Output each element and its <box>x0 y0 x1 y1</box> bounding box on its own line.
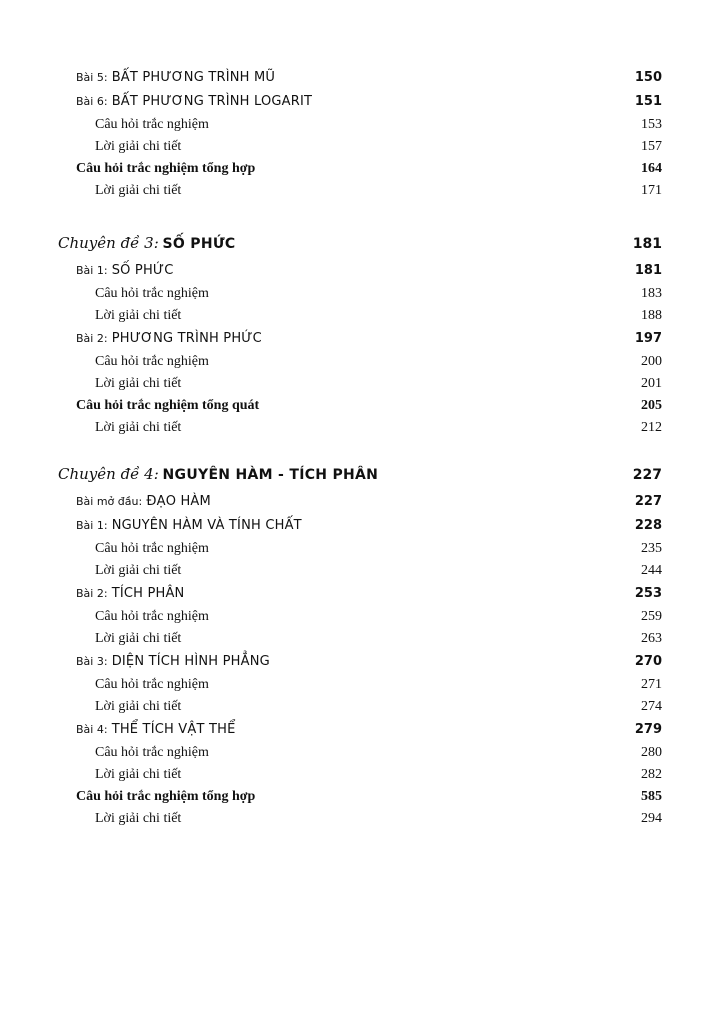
entry-prefix: Bài 3: <box>76 655 108 668</box>
entry-prefix: Bài 5: <box>76 71 108 84</box>
entry-title: Lời giải chi tiết <box>95 420 182 435</box>
toc-entry-sub[interactable] <box>95 183 662 203</box>
toc-entry-summary[interactable] <box>76 789 662 809</box>
entry-title: PHƯƠNG TRÌNH PHỨC <box>111 331 262 346</box>
toc-entry-lesson[interactable] <box>76 263 662 283</box>
entry-prefix: Bài 2: <box>76 587 108 600</box>
toc-entry-sub[interactable] <box>95 308 662 328</box>
entry-title: NGUYÊN HÀM VÀ TÍNH CHẤT <box>111 518 302 533</box>
entry-prefix: Bài 2: <box>76 332 108 345</box>
toc-entry-lesson[interactable] <box>76 94 662 114</box>
entry-page: 171 <box>641 183 662 198</box>
entry-page: 201 <box>641 376 662 391</box>
entry-title: Câu hỏi trắc nghiệm <box>95 354 209 369</box>
entry-prefix: Bài 6: <box>76 95 108 108</box>
entry-page: 200 <box>641 354 662 369</box>
chapter-title: NGUYÊN HÀM - TÍCH PHÂN <box>162 467 379 483</box>
toc-entry-sub[interactable] <box>95 354 662 374</box>
entry-page: 280 <box>641 745 662 760</box>
entry-page: 271 <box>641 677 662 692</box>
entry-page: 150 <box>634 70 662 85</box>
entry-page: 188 <box>641 308 662 323</box>
entry-page: 227 <box>634 494 662 509</box>
entry-title: Lời giải chi tiết <box>95 811 182 826</box>
toc-entry-sub[interactable] <box>95 376 662 396</box>
entry-title: Câu hỏi trắc nghiệm <box>95 745 209 760</box>
entry-title: Câu hỏi trắc nghiệm <box>95 286 209 301</box>
entry-title: ĐẠO HÀM <box>146 494 211 509</box>
entry-page: 151 <box>634 94 662 109</box>
entry-title: BẤT PHƯƠNG TRÌNH LOGARIT <box>111 94 313 109</box>
chapter-prefix: Chuyên đề 3: <box>58 234 159 252</box>
entry-page: 228 <box>634 518 662 533</box>
entry-title: Câu hỏi trắc nghiệm <box>95 609 209 624</box>
entry-page: 259 <box>641 609 662 624</box>
entry-prefix: Bài mở đầu: <box>76 495 143 508</box>
toc-entry-sub[interactable] <box>95 117 662 137</box>
entry-title: Lời giải chi tiết <box>95 308 182 323</box>
toc-entry-sub[interactable] <box>95 677 662 697</box>
entry-title: Câu hỏi trắc nghiệm <box>95 117 209 132</box>
entry-page: 585 <box>641 789 662 804</box>
entry-title: THỂ TÍCH VẬT THỂ <box>111 722 236 737</box>
entry-title: Lời giải chi tiết <box>95 139 182 154</box>
entry-title: SỐ PHỨC <box>111 263 174 278</box>
entry-prefix: Bài 1: <box>76 519 108 532</box>
entry-page: 274 <box>641 699 662 714</box>
entry-page: 253 <box>634 586 662 601</box>
entry-title: BẤT PHƯƠNG TRÌNH MŨ <box>111 70 276 85</box>
toc-entry-sub[interactable] <box>95 767 662 787</box>
toc-entry-summary[interactable] <box>76 398 662 418</box>
entry-page: 282 <box>641 767 662 782</box>
entry-page: 263 <box>641 631 662 646</box>
entry-title: Câu hỏi trắc nghiệm <box>95 541 209 556</box>
entry-title: DIỆN TÍCH HÌNH PHẲNG <box>111 654 270 669</box>
entry-title: TÍCH PHÂN <box>111 586 185 601</box>
toc-entry-lesson[interactable] <box>76 494 662 514</box>
chapter-prefix: Chuyên đề 4: <box>58 465 159 483</box>
chapter-title: SỐ PHỨC <box>162 236 236 252</box>
entry-page: 183 <box>641 286 662 301</box>
toc-chapter-4[interactable] <box>58 465 662 489</box>
entry-page: 294 <box>641 811 662 826</box>
entry-page: 164 <box>641 161 662 176</box>
chapter-page: 181 <box>632 236 662 252</box>
entry-page: 157 <box>641 139 662 154</box>
toc-entry-sub[interactable] <box>95 699 662 719</box>
entry-title: Lời giải chi tiết <box>95 376 182 391</box>
toc-entry-lesson[interactable] <box>76 70 662 90</box>
entry-page: 197 <box>634 331 662 346</box>
toc-entry-lesson[interactable] <box>76 518 662 538</box>
entry-page: 244 <box>641 563 662 578</box>
toc-entry-sub[interactable] <box>95 609 662 629</box>
entry-title: Lời giải chi tiết <box>95 767 182 782</box>
toc-entry-lesson[interactable] <box>76 586 662 606</box>
entry-page: 181 <box>634 263 662 278</box>
toc-entry-sub[interactable] <box>95 745 662 765</box>
entry-title: Lời giải chi tiết <box>95 183 182 198</box>
toc-entry-sub[interactable] <box>95 139 662 159</box>
entry-page: 279 <box>634 722 662 737</box>
entry-title: Câu hỏi trắc nghiệm tổng quát <box>76 398 260 413</box>
chapter-page: 227 <box>632 467 662 483</box>
toc-entry-sub[interactable] <box>95 811 662 831</box>
entry-title: Câu hỏi trắc nghiệm <box>95 677 209 692</box>
entry-prefix: Bài 1: <box>76 264 108 277</box>
toc-entry-sub[interactable] <box>95 563 662 583</box>
toc-entry-lesson[interactable] <box>76 722 662 742</box>
toc-entry-lesson[interactable] <box>76 654 662 674</box>
entry-page: 270 <box>634 654 662 669</box>
entry-page: 205 <box>641 398 662 413</box>
entry-page: 212 <box>641 420 662 435</box>
toc-entry-lesson[interactable] <box>76 331 662 351</box>
entry-title: Câu hỏi trắc nghiệm tổng hợp <box>76 789 256 804</box>
toc-entry-summary[interactable] <box>76 161 662 181</box>
toc-entry-sub[interactable] <box>95 420 662 440</box>
entry-title: Lời giải chi tiết <box>95 563 182 578</box>
toc-entry-sub[interactable] <box>95 286 662 306</box>
entry-title: Lời giải chi tiết <box>95 699 182 714</box>
entry-title: Câu hỏi trắc nghiệm tổng hợp <box>76 161 256 176</box>
entry-page: 235 <box>641 541 662 556</box>
toc-entry-sub[interactable] <box>95 541 662 561</box>
toc-chapter-3[interactable] <box>58 234 662 258</box>
toc-entry-sub[interactable] <box>95 631 662 651</box>
entry-page: 153 <box>641 117 662 132</box>
entry-prefix: Bài 4: <box>76 723 108 736</box>
entry-title: Lời giải chi tiết <box>95 631 182 646</box>
